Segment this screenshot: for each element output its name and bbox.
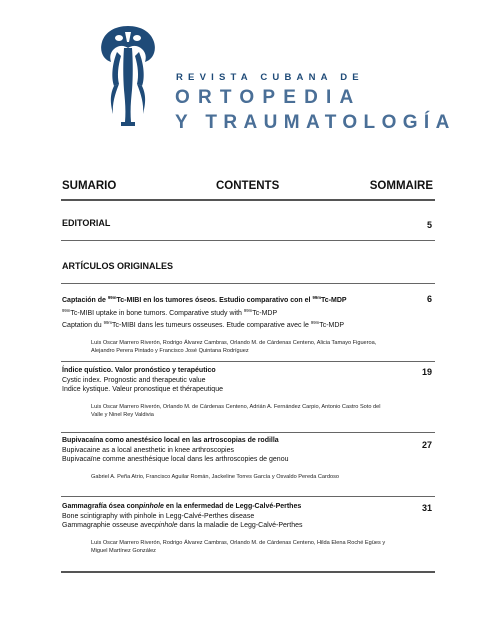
- article-title-en: $^{99m}$Tc-MIBI uptake in bone tumors. Comparative study with $^{99m}$Tc-MDP: [62, 307, 278, 317]
- divider: [61, 496, 435, 497]
- header-sommaire: SOMMAIRE: [369, 180, 433, 192]
- section-editorial: EDITORIAL: [62, 218, 111, 228]
- elephant-skeleton-logo-icon: [95, 22, 161, 130]
- page-editorial: 5: [426, 220, 432, 230]
- article-title-fr: Indice kystique. Valeur pronostique et thérapeutique: [62, 386, 223, 394]
- article-title-es: Gammagrafía ósea conpinhole en la enfermedad de Legg-Calvé-Perthes: [62, 503, 302, 510]
- article-title-fr: Captation du $^{99m}$Tc-MIBI dans les tumeurs osseuses. Etude comparative avec le $^{99m}$Tc-MDP: [62, 320, 345, 330]
- journal-line1: REVISTA CUBANA DE: [176, 72, 364, 83]
- article-entry: [62, 502, 392, 555]
- divider: [61, 240, 435, 241]
- header-sumario: SUMARIO: [62, 180, 117, 192]
- article-title-es: Índice quístico. Valor pronóstico y terapéutico: [62, 367, 216, 374]
- divider: [61, 432, 435, 433]
- article-title-en: Cystic index. Prognostic and therapeutic value: [62, 376, 206, 384]
- article-authors: Gabriel A. Peña Atrio, Francisco Aguilar Román, Jackeline Torres García y Osvaldo Pereda Cardoso: [91, 473, 340, 480]
- article-authors: Luis Oscar Marrero Riverón, Rodrigo Álvarez Cambras, Orlando M. de Cárdenas Centeno, Hilda Elena Roché Egües y Miguel Martínez González: [91, 539, 386, 554]
- article-entry: [62, 436, 392, 481]
- article-page: 27: [421, 440, 432, 450]
- section-originales: ARTÍCULOS ORIGINALES: [62, 261, 174, 271]
- article-title-es: Captación de $^{99m}$Tc-MIBI en los tumores óseos. Estudio comparativo con el $^{99m}$Tc-MDP: [62, 295, 347, 304]
- journal-line2: ORTOPEDIA: [175, 87, 362, 108]
- divider: [61, 361, 435, 362]
- article-page: 31: [421, 503, 432, 513]
- article-title-es: Bupivacaína como anestésico local en las artroscopias de rodilla: [62, 437, 279, 444]
- journal-line3: Y TRAUMATOLOGÍA: [175, 112, 456, 133]
- article-entry: [62, 366, 392, 419]
- article-authors: Luis Oscar Marrero Riverón, Rodrigo Álvarez Cambras, Orlando M. de Cárdenas Centeno, Alicia Tamayo Figueroa, Alejandro Perera Pintado y Francisco José Quintana Rodríguez: [91, 339, 377, 354]
- header-contents: CONTENTS: [216, 180, 280, 192]
- article-entry: [62, 293, 392, 355]
- article-title-fr: Bupivacaïne comme anesthésique local dans les arthroscopies de genou: [62, 456, 289, 464]
- article-title-fr: Gammagraphie osseuse avecpinhole dans la maladie de Legg-Calvé-Perthes: [62, 522, 303, 530]
- divider: [61, 283, 435, 284]
- article-title-en: Bone scintigraphy with pinhole in Legg-Calvé-Perthes disease: [62, 512, 255, 520]
- article-authors: Luis Oscar Marrero Riverón, Orlando M. de Cárdenas Centeno, Adrián A. Fernández Carpio, Antonio Castro Soto del Valle y Ninel Rey Valdivia: [91, 403, 381, 418]
- masthead: [0, 0, 495, 160]
- article-page: 19: [421, 367, 432, 377]
- footer-rule: [61, 571, 435, 573]
- article-title-en: Bupivacaine as a local anesthetic in knee arthroscopies: [62, 446, 234, 454]
- article-page: 6: [426, 294, 432, 304]
- header-rule: [61, 199, 435, 201]
